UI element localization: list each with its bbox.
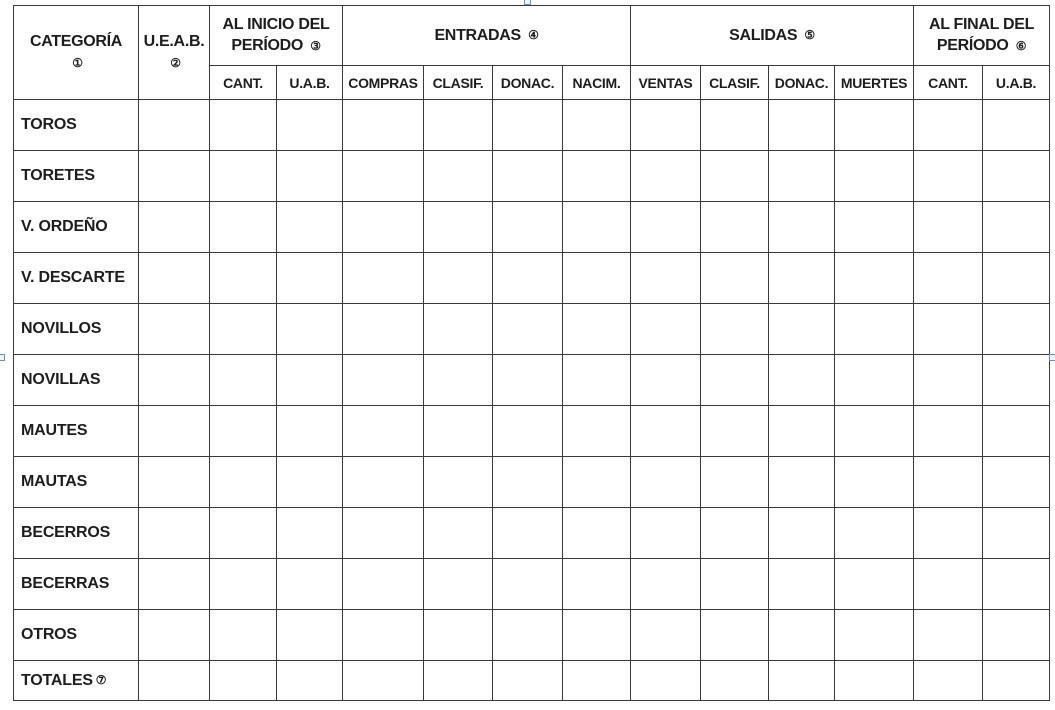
subheader-compras: COMPRAS (343, 66, 424, 100)
entry-cell[interactable] (835, 508, 914, 559)
entry-cell[interactable] (835, 355, 914, 406)
total-cell[interactable] (139, 661, 210, 701)
entry-cell[interactable] (563, 100, 631, 151)
entry-cell[interactable] (701, 304, 769, 355)
entry-cell[interactable] (210, 559, 277, 610)
entry-cell[interactable] (210, 304, 277, 355)
row-category-label: V. DESCARTE (14, 253, 139, 304)
entry-cell[interactable] (914, 355, 983, 406)
header-entradas (343, 6, 631, 66)
total-cell[interactable] (701, 661, 769, 701)
total-cell[interactable] (835, 661, 914, 701)
row-category-label: OTROS (14, 610, 139, 661)
entry-cell[interactable] (493, 151, 563, 202)
entry-cell[interactable] (563, 355, 631, 406)
entry-cell[interactable] (701, 559, 769, 610)
table-row (14, 610, 1050, 661)
entry-cell[interactable] (139, 610, 210, 661)
entry-cell[interactable] (277, 610, 343, 661)
entry-cell[interactable] (139, 100, 210, 151)
row-category-label: MAUTAS (14, 457, 139, 508)
entry-cell[interactable] (983, 406, 1050, 457)
row-category-label: V. ORDEÑO (14, 202, 139, 253)
total-cell[interactable] (210, 661, 277, 701)
entry-cell[interactable] (914, 100, 983, 151)
entry-cell[interactable] (493, 559, 563, 610)
entry-cell[interactable] (769, 406, 835, 457)
entry-cell[interactable] (493, 253, 563, 304)
entry-cell[interactable] (277, 406, 343, 457)
entry-cell[interactable] (563, 151, 631, 202)
row-category-label: BECERROS (14, 508, 139, 559)
entry-cell[interactable] (343, 202, 424, 253)
total-cell[interactable] (914, 661, 983, 701)
totals-row (14, 661, 1050, 701)
entry-cell[interactable] (914, 202, 983, 253)
entry-cell[interactable] (343, 151, 424, 202)
header-entradas-label: ENTRADAS (434, 26, 521, 44)
entry-cell[interactable] (983, 610, 1050, 661)
entry-cell[interactable] (424, 202, 493, 253)
subheader-final-cant: CANT. (914, 66, 983, 100)
entry-cell[interactable] (631, 304, 701, 355)
table-row (14, 100, 1050, 151)
entry-cell[interactable] (210, 457, 277, 508)
table-row (14, 559, 1050, 610)
header-ueab-label: U.E.A.B. (143, 33, 205, 51)
entry-cell[interactable] (769, 355, 835, 406)
entry-cell[interactable] (835, 406, 914, 457)
entry-cell[interactable] (424, 355, 493, 406)
entry-cell[interactable] (701, 151, 769, 202)
entry-cell[interactable] (701, 508, 769, 559)
entry-cell[interactable] (631, 202, 701, 253)
entry-cell[interactable] (563, 202, 631, 253)
entry-cell[interactable] (343, 253, 424, 304)
subheader-entradas-clasif: CLASIF. (424, 66, 493, 100)
entry-cell[interactable] (277, 202, 343, 253)
entry-cell[interactable] (769, 508, 835, 559)
resize-handle-right[interactable] (1049, 354, 1055, 361)
entry-cell[interactable] (983, 355, 1050, 406)
header-inicio-label: AL INICIO DEL PERÍODO (222, 16, 330, 55)
table-row (14, 508, 1050, 559)
table-row (14, 304, 1050, 355)
entry-cell[interactable] (493, 304, 563, 355)
header-salidas-label: SALIDAS (729, 26, 798, 44)
entry-cell[interactable] (343, 304, 424, 355)
note-marker: ① (72, 55, 83, 70)
entry-cell[interactable] (983, 559, 1050, 610)
note-marker: ⑦ (95, 673, 107, 688)
entry-cell[interactable] (563, 508, 631, 559)
entry-cell[interactable] (424, 508, 493, 559)
entry-cell[interactable] (493, 610, 563, 661)
entry-cell[interactable] (563, 406, 631, 457)
entry-cell[interactable] (835, 202, 914, 253)
entry-cell[interactable] (701, 100, 769, 151)
entry-cell[interactable] (493, 406, 563, 457)
entry-cell[interactable] (983, 457, 1050, 508)
entry-cell[interactable] (914, 304, 983, 355)
entry-cell[interactable] (210, 202, 277, 253)
row-category-label: MAUTES (14, 406, 139, 457)
row-category-label: TORETES (14, 151, 139, 202)
entry-cell[interactable] (701, 610, 769, 661)
entry-cell[interactable] (139, 508, 210, 559)
entry-cell[interactable] (343, 508, 424, 559)
entry-cell[interactable] (139, 202, 210, 253)
entry-cell[interactable] (343, 559, 424, 610)
entry-cell[interactable] (139, 355, 210, 406)
entry-cell[interactable] (210, 355, 277, 406)
entry-cell[interactable] (139, 559, 210, 610)
entry-cell[interactable] (277, 508, 343, 559)
table-body (14, 100, 1050, 701)
entry-cell[interactable] (631, 355, 701, 406)
entry-cell[interactable] (835, 100, 914, 151)
entry-cell[interactable] (493, 355, 563, 406)
header-categoria-label: CATEGORÍA (29, 33, 123, 51)
total-cell[interactable] (493, 661, 563, 701)
header-final-label: AL FINAL DEL PERÍODO (928, 16, 1035, 55)
note-marker: ③ (310, 38, 321, 53)
entry-cell[interactable] (139, 151, 210, 202)
subheader-inicio-cant: CANT. (210, 66, 277, 100)
entry-cell[interactable] (493, 457, 563, 508)
entry-cell[interactable] (769, 253, 835, 304)
table-row (14, 202, 1050, 253)
entry-cell[interactable] (277, 457, 343, 508)
subheader-nacim: NACIM. (563, 66, 631, 100)
header-inicio (210, 6, 343, 66)
entry-cell[interactable] (914, 151, 983, 202)
entry-cell[interactable] (631, 610, 701, 661)
entry-cell[interactable] (769, 151, 835, 202)
subheader-muertes: MUERTES (835, 66, 914, 100)
entry-cell[interactable] (424, 100, 493, 151)
entry-cell[interactable] (139, 406, 210, 457)
row-category-label: NOVILLAS (14, 355, 139, 406)
livestock-inventory-table (13, 5, 1050, 701)
entry-cell[interactable] (343, 100, 424, 151)
entry-cell[interactable] (769, 304, 835, 355)
entry-cell[interactable] (277, 304, 343, 355)
entry-cell[interactable] (769, 202, 835, 253)
entry-cell[interactable] (701, 355, 769, 406)
entry-cell[interactable] (631, 508, 701, 559)
entry-cell[interactable] (983, 253, 1050, 304)
header-ueab (139, 6, 210, 100)
totals-label-cell (14, 661, 139, 701)
note-marker: ⑥ (1015, 38, 1027, 53)
note-marker: ⑤ (804, 28, 815, 43)
entry-cell[interactable] (983, 304, 1050, 355)
entry-cell[interactable] (835, 457, 914, 508)
entry-cell[interactable] (563, 253, 631, 304)
entry-cell[interactable] (210, 100, 277, 151)
entry-cell[interactable] (631, 457, 701, 508)
entry-cell[interactable] (769, 457, 835, 508)
entry-cell[interactable] (277, 355, 343, 406)
entry-cell[interactable] (277, 253, 343, 304)
table-row (14, 151, 1050, 202)
entry-cell[interactable] (277, 100, 343, 151)
entry-cell[interactable] (424, 151, 493, 202)
entry-cell[interactable] (835, 610, 914, 661)
entry-cell[interactable] (563, 610, 631, 661)
header-final (914, 6, 1050, 66)
total-cell[interactable] (769, 661, 835, 701)
entry-cell[interactable] (701, 406, 769, 457)
subheader-final-uab: U.A.B. (983, 66, 1050, 100)
row-category-label: NOVILLOS (14, 304, 139, 355)
table-row (14, 253, 1050, 304)
totals-label: TOTALES (21, 671, 93, 689)
table-row (14, 457, 1050, 508)
entry-cell[interactable] (631, 151, 701, 202)
entry-cell[interactable] (210, 508, 277, 559)
entry-cell[interactable] (493, 202, 563, 253)
header-salidas (631, 6, 914, 66)
entry-cell[interactable] (701, 202, 769, 253)
entry-cell[interactable] (343, 406, 424, 457)
resize-handle-top[interactable] (524, 0, 531, 5)
entry-cell[interactable] (343, 355, 424, 406)
entry-cell[interactable] (493, 100, 563, 151)
entry-cell[interactable] (210, 610, 277, 661)
subheader-entradas-donac: DONAC. (493, 66, 563, 100)
entry-cell[interactable] (914, 406, 983, 457)
entry-cell[interactable] (424, 457, 493, 508)
entry-cell[interactable] (424, 253, 493, 304)
entry-cell[interactable] (914, 508, 983, 559)
entry-cell[interactable] (424, 559, 493, 610)
entry-cell[interactable] (701, 457, 769, 508)
row-category-label: BECERRAS (14, 559, 139, 610)
entry-cell[interactable] (835, 253, 914, 304)
header-categoria (14, 6, 139, 100)
entry-cell[interactable] (983, 151, 1050, 202)
subheader-salidas-clasif: CLASIF. (701, 66, 769, 100)
entry-cell[interactable] (769, 559, 835, 610)
entry-cell[interactable] (983, 508, 1050, 559)
entry-cell[interactable] (343, 457, 424, 508)
subheader-ventas: VENTAS (631, 66, 701, 100)
entry-cell[interactable] (914, 610, 983, 661)
entry-cell[interactable] (210, 406, 277, 457)
entry-cell[interactable] (424, 406, 493, 457)
entry-cell[interactable] (983, 202, 1050, 253)
subheader-salidas-donac: DONAC. (769, 66, 835, 100)
entry-cell[interactable] (769, 100, 835, 151)
entry-cell[interactable] (701, 253, 769, 304)
entry-cell[interactable] (983, 100, 1050, 151)
entry-cell[interactable] (493, 508, 563, 559)
entry-cell[interactable] (631, 253, 701, 304)
resize-handle-left[interactable] (0, 354, 5, 361)
entry-cell[interactable] (563, 304, 631, 355)
entry-cell[interactable] (277, 559, 343, 610)
table-row (14, 406, 1050, 457)
table-row (14, 355, 1050, 406)
entry-cell[interactable] (914, 559, 983, 610)
total-cell[interactable] (983, 661, 1050, 701)
entry-cell[interactable] (914, 457, 983, 508)
entry-cell[interactable] (835, 559, 914, 610)
entry-cell[interactable] (769, 610, 835, 661)
entry-cell[interactable] (424, 304, 493, 355)
row-category-label: TOROS (14, 100, 139, 151)
entry-cell[interactable] (631, 406, 701, 457)
entry-cell[interactable] (139, 304, 210, 355)
total-cell[interactable] (424, 661, 493, 701)
entry-cell[interactable] (914, 253, 983, 304)
entry-cell[interactable] (631, 100, 701, 151)
entry-cell[interactable] (277, 151, 343, 202)
note-marker: ② (170, 55, 181, 70)
entry-cell[interactable] (424, 610, 493, 661)
entry-cell[interactable] (210, 253, 277, 304)
subheader-inicio-uab: U.A.B. (277, 66, 343, 100)
entry-cell[interactable] (210, 151, 277, 202)
total-cell[interactable] (631, 661, 701, 701)
total-cell[interactable] (343, 661, 424, 701)
note-marker: ④ (528, 28, 539, 43)
entry-cell[interactable] (139, 457, 210, 508)
entry-cell[interactable] (343, 610, 424, 661)
entry-cell[interactable] (563, 559, 631, 610)
entry-cell[interactable] (139, 253, 210, 304)
entry-cell[interactable] (563, 457, 631, 508)
entry-cell[interactable] (835, 304, 914, 355)
entry-cell[interactable] (631, 559, 701, 610)
entry-cell[interactable] (835, 151, 914, 202)
total-cell[interactable] (277, 661, 343, 701)
total-cell[interactable] (563, 661, 631, 701)
